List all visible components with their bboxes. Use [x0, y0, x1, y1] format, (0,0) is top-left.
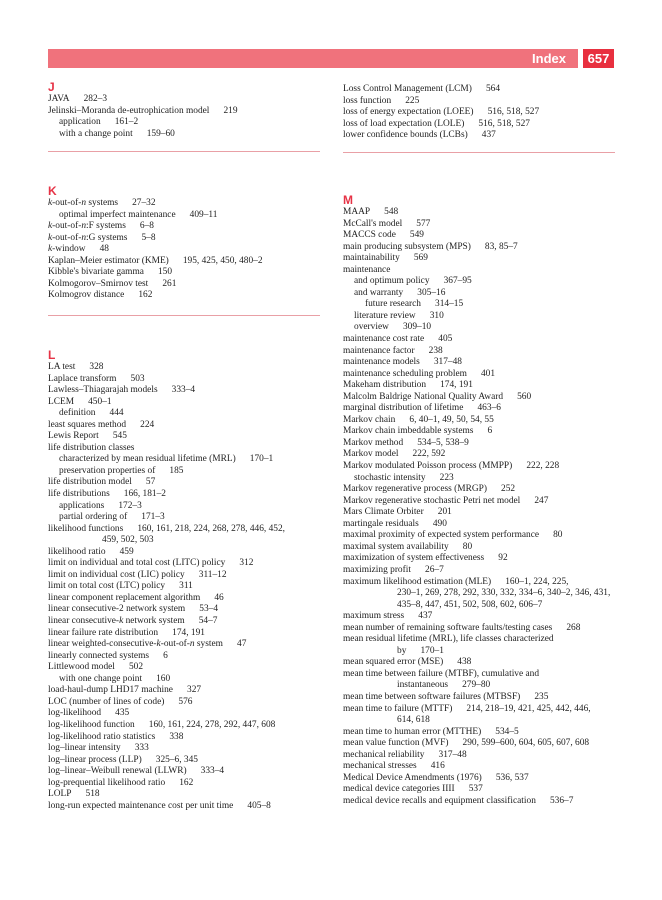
index-entry: JAVA 282–3	[48, 94, 108, 104]
section-divider	[48, 315, 320, 316]
index-entry: maintenance factor 238	[343, 345, 443, 356]
index-entry: linear consecutive-k network system 54–7	[48, 616, 218, 627]
index-entry: mean value function (MVF) 290, 599–600, 604, 605, 607, 608	[343, 738, 590, 749]
index-entry: mean residual lifetime (MRL), life classes characterized	[343, 634, 554, 645]
index-entry: mean time to human error (MTTHE) 534–5	[343, 726, 519, 737]
index-entry: McCall's model 577	[343, 218, 431, 229]
index-entry: limit on total cost (LTC) policy 311	[48, 581, 193, 592]
index-entry: Lawless–Thiagarajah models 333–4	[48, 385, 196, 396]
page-number: 657	[583, 49, 614, 68]
index-entry: LCEM 450–1	[48, 396, 112, 407]
index-entry: maintainability 569	[343, 253, 428, 264]
index-entry: Kolmogorov–Smirnov test 261	[48, 278, 177, 289]
index-entry: Markov model 222, 592	[343, 449, 446, 460]
section-divider	[48, 151, 320, 152]
index-entry: loss of load expectation (LOLE) 516, 518, 527	[343, 118, 530, 129]
section-letter: K	[48, 184, 57, 198]
index-entry: likelihood ratio 459	[48, 546, 134, 557]
index-subentry: partial ordering of 171–3	[59, 512, 165, 523]
index-subentry: future research 314–15	[365, 299, 464, 310]
section-letter: J	[48, 80, 55, 94]
running-header-bar	[48, 49, 578, 68]
index-entry-continuation: 435–8, 447, 451, 502, 508, 602, 606–7	[397, 599, 543, 610]
index-entry: Laplace transform 503	[48, 373, 145, 384]
index-entry: maintenance scheduling problem 401	[343, 368, 496, 379]
index-entry: mechanical stresses 416	[343, 761, 445, 772]
index-entry: Markov modulated Poisson process (MMPP) 222, 228	[343, 461, 560, 472]
index-entry: life distributions 166, 181–2	[48, 489, 166, 500]
index-entry: Markov method 534–5, 538–9	[343, 437, 469, 448]
index-entry: martingale residuals 490	[343, 518, 447, 529]
index-entry: log–linear intensity 333	[48, 743, 149, 754]
index-entry: loss function 225	[343, 95, 420, 106]
index-entry: LA test 328	[48, 362, 104, 372]
index-entry: k-window 48	[48, 244, 109, 255]
index-entry: lower confidence bounds (LCBs) 437	[343, 130, 496, 141]
index-entry: Malcolm Baldrige National Quality Award 560	[343, 391, 532, 402]
index-entry: maintenance cost rate 405	[343, 334, 453, 345]
index-subentry: preservation properties of 185	[59, 465, 184, 476]
index-entry: log-likelihood ratio statistics 338	[48, 731, 184, 742]
section-letter: L	[48, 348, 56, 362]
index-entry: Medical Device Amendments (1976) 536, 537	[343, 772, 529, 783]
index-entry: Lewis Report 545	[48, 431, 127, 442]
index-entry: maintenance models 317–48	[343, 357, 462, 368]
index-entry: mechanical reliability 317–48	[343, 749, 467, 760]
index-entry-continuation: 230–1, 269, 278, 292, 330, 332, 334–6, 340–2, 346, 431,	[397, 588, 611, 599]
index-entry: mean number of remaining software faults/testing cases 268	[343, 622, 581, 633]
running-header-title: Index	[532, 51, 566, 66]
index-entry: load-haul-dump LHD17 machine 327	[48, 685, 202, 696]
index-entry: linear weighted-consecutive-k-out-of-n system 47	[48, 639, 247, 650]
index-subentry: with a change point 159–60	[59, 128, 175, 139]
index-entry: log-likelihood function 160, 161, 224, 278, 292, 447, 608	[48, 719, 276, 730]
index-entry: Kaplan–Meier estimator (KME) 195, 425, 450, 480–2	[48, 255, 263, 266]
index-entry: Jelinski–Moranda de-eutrophication model 219	[48, 105, 238, 116]
index-entry: k-out-of-n:G systems 5–8	[48, 232, 156, 243]
index-entry-continuation: 614, 618	[397, 715, 430, 726]
index-subentry: overview 309–10	[354, 322, 432, 333]
section-divider	[343, 152, 615, 153]
index-entry: likelihood functions 160, 161, 218, 224, 268, 278, 446, 452,	[48, 523, 285, 534]
index-section-j	[48, 80, 320, 140]
index-subentry: stochastic intensity 223	[354, 472, 454, 483]
index-entry: medical device categories IIII 537	[343, 784, 483, 795]
index-entry: Mars Climate Orbiter 201	[343, 507, 452, 518]
index-entry: maximum stress 437	[343, 611, 433, 622]
index-section-m	[343, 193, 615, 807]
index-entry: loss of energy expectation (LOEE) 516, 518, 527	[343, 107, 540, 118]
index-subentry: application 161–2	[59, 117, 139, 128]
index-entry: linear component replacement algorithm 46	[48, 592, 224, 603]
index-entry: mean squared error (MSE) 438	[343, 657, 472, 668]
index-entry: log–linear–Weibull renewal (LLWR) 333–4	[48, 766, 225, 777]
index-section-k	[48, 184, 320, 302]
index-subentry: and optimum policy 367–95	[354, 276, 472, 287]
index-entry: Markov chain 6, 40–1, 49, 50, 54, 55	[343, 414, 494, 425]
index-entry: LOC (number of lines of code) 576	[48, 696, 193, 707]
index-subentry: definition 444	[59, 408, 124, 419]
index-entry: maximizing profit 26–7	[343, 564, 444, 575]
index-subentry: literature review 310	[354, 310, 444, 321]
index-subentry: optimal imperfect maintenance 409–11	[59, 209, 218, 220]
index-entry: MACCS code 549	[343, 230, 424, 241]
index-subentry: and warranty 305–16	[354, 287, 446, 298]
index-subentry: applications 172–3	[59, 500, 142, 511]
index-entry: medical device recalls and equipment classification 536–7	[343, 795, 574, 806]
index-entry-continuation: 459, 502, 503	[102, 535, 154, 546]
index-entry: linear consecutive-2 network system 53–4	[48, 604, 219, 615]
index-entry: maintenance	[343, 264, 391, 275]
index-entry: maximum likelihood estimation (MLE) 160–1, 224, 225,	[343, 576, 569, 587]
index-entry: mean time between software failures (MTBSF) 235	[343, 691, 549, 702]
index-entry: k-out-of-n systems 27–32	[48, 198, 156, 208]
index-entry: log-prequential likelihood ratio 162	[48, 777, 194, 788]
index-entry: Kibble's bivariate gamma 150	[48, 267, 173, 278]
index-entry: MAAP 548	[343, 207, 399, 217]
index-entry: log–linear process (LLP) 325–6, 345	[48, 754, 198, 765]
index-entry: linear failure rate distribution 174, 191	[48, 627, 205, 638]
index-entry: Littlewood model 502	[48, 662, 144, 673]
index-entry: Markov regenerative stochastic Petri net model 247	[343, 495, 549, 506]
index-entry: long-run expected maintenance cost per unit time 405–8	[48, 800, 271, 811]
index-entry: Markov regenerative process (MRGP) 252	[343, 484, 516, 495]
index-entry: life distribution model 57	[48, 477, 156, 488]
index-entry: k-out-of-n:F systems 6–8	[48, 221, 154, 232]
index-entry: linearly connected systems 6	[48, 650, 168, 661]
index-entry: Kolmogrov distance 162	[48, 290, 153, 301]
index-section-l	[48, 348, 320, 812]
index-entry: Makeham distribution 174, 191	[343, 380, 473, 391]
index-section-l-continued	[343, 84, 615, 142]
index-entry: Loss Control Management (LCM) 564	[343, 84, 501, 94]
index-subentry: with one change point 160	[59, 673, 171, 684]
index-subentry: characterized by mean residual lifetime (MRL) 170–1	[59, 454, 274, 465]
index-entry: maximal system availability 80	[343, 541, 473, 552]
index-entry: life distribution classes	[48, 442, 135, 453]
index-entry: maximization of system effectiveness 92	[343, 553, 508, 564]
index-entry: LOLP 518	[48, 789, 100, 800]
index-entry: Markov chain imbeddable systems 6	[343, 426, 493, 437]
index-entry: main producing subsystem (MPS) 83, 85–7	[343, 241, 518, 252]
index-entry: least squares method 224	[48, 419, 155, 430]
index-entry: mean time to failure (MTTF) 214, 218–19, 421, 425, 442, 446,	[343, 703, 591, 714]
index-entry: mean time between failure (MTBF), cumulative and	[343, 668, 540, 679]
index-entry: log-likelihood 435	[48, 708, 130, 719]
section-letter: M	[343, 193, 353, 207]
index-entry: limit on individual and total cost (LITC) policy 312	[48, 558, 254, 569]
index-entry-continuation: instantaneous 279–80	[397, 680, 491, 691]
index-entry-continuation: by 170–1	[397, 645, 444, 656]
index-entry: marginal distribution of lifetime 463–6	[343, 403, 501, 414]
index-entry: maximal proximity of expected system performance 80	[343, 530, 563, 541]
index-entry: limit on individual cost (LIC) policy 311–12	[48, 569, 227, 580]
